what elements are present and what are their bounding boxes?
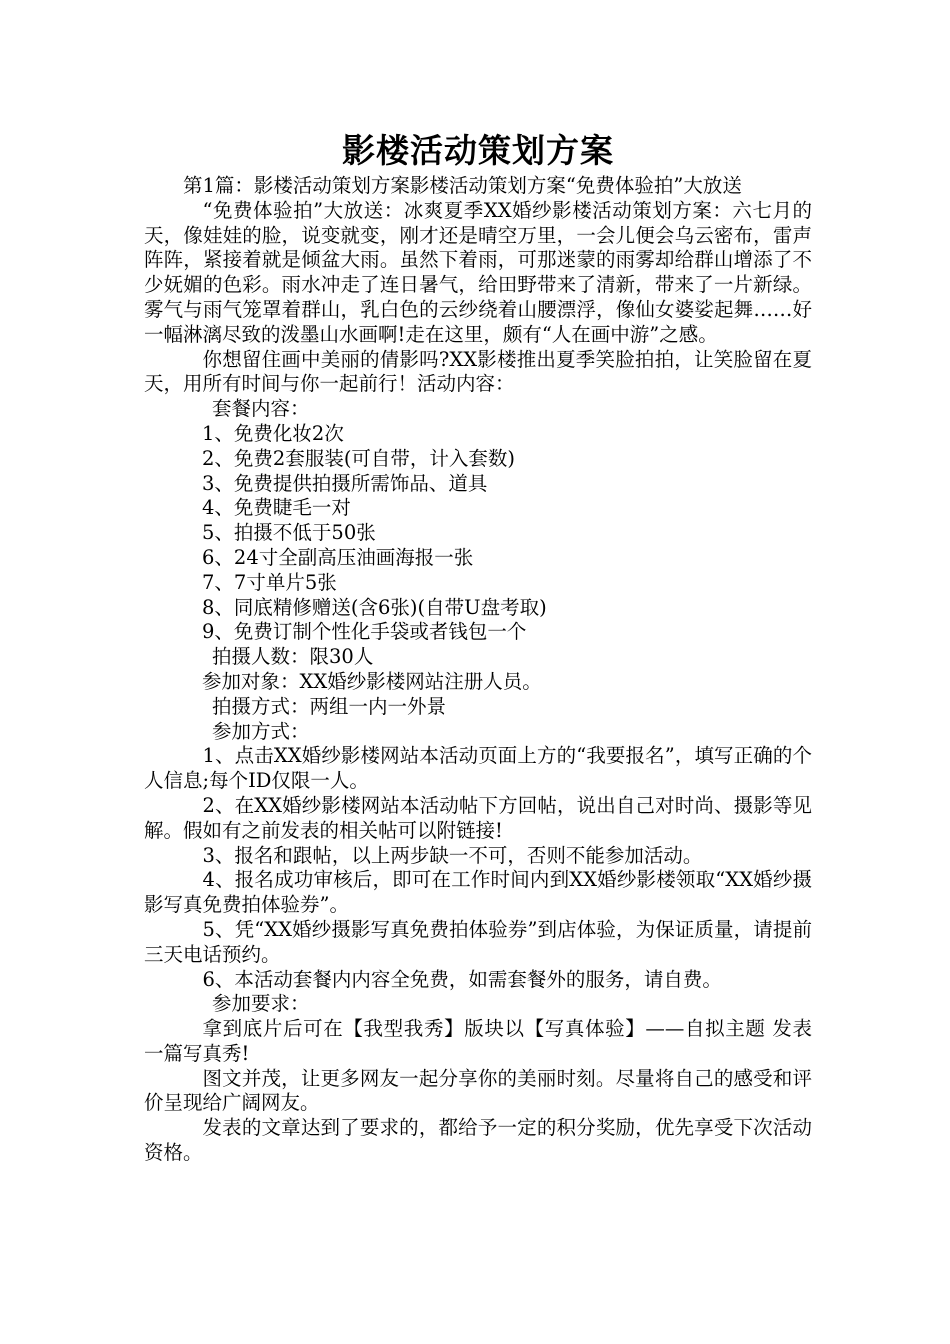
subtitle-paragraph: 第1篇：影楼活动策划方案影楼活动策划方案“免费体验拍”大放送 — [183, 174, 742, 197]
package-item: 4、免费睫毛一对 — [202, 496, 351, 520]
shoot-method-line: 拍摄方式：两组一内一外景 — [212, 694, 447, 718]
join-steps — [144, 744, 812, 992]
join-step: 4、报名成功审核后，即可在工作时间内到XX婚纱影楼领取“XX婚纱摄影写真免费拍体验券”。 — [144, 868, 812, 917]
requirements-list — [144, 1017, 812, 1166]
package-item: 5、拍摄不低于50张 — [202, 521, 376, 545]
participants-line: 参加对象：XX婚纱影楼网站注册人员。 — [202, 669, 542, 693]
package-item: 3、免费提供拍摄所需饰品、道具 — [202, 471, 488, 495]
package-item: 8、同底精修赠送(含6张)(自带U盘考取) — [202, 595, 547, 619]
package-item: 6、24寸全副高压油画海报一张 — [202, 545, 474, 569]
package-item: 7、7寸单片5张 — [202, 570, 337, 594]
headcount-line: 拍摄人数：限30人 — [212, 645, 374, 669]
join-step: 5、凭“XX婚纱摄影写真免费拍体验券”到店体验，为保证质量，请提前三天电话预约。 — [144, 917, 812, 966]
join-step: 2、在XX婚纱影楼网站本活动帖下方回帖，说出自己对时尚、摄影等见解。假如有之前发表的相关帖可以附链接! — [144, 793, 812, 842]
join-step: 3、报名和跟帖，以上两步缺一不可，否则不能参加活动。 — [202, 843, 703, 867]
requirement-paragraph: 发表的文章达到了要求的，都给予一定的积分奖励，优先享受下次活动资格。 — [144, 1116, 812, 1165]
package-item: 9、免费订制个性化手袋或者钱包一个 — [202, 620, 527, 644]
document-page — [144, 128, 812, 1166]
requirements-label: 参加要求： — [212, 992, 310, 1016]
join-label: 参加方式： — [212, 719, 310, 743]
join-step: 6、本活动套餐内内容全免费，如需套餐外的服务，请自费。 — [202, 967, 722, 991]
join-step: 1、点击XX婚纱影楼网站本活动页面上方的“我要报名”，填写正确的个人信息;每个ID仅限一人。 — [144, 744, 812, 793]
intro-paragraph: “免费体验拍”大放送：冰爽夏季XX婚纱影楼活动策划方案：六七月的天，像娃娃的脸，说变就变，刚才还是晴空万里，一会儿便会乌云密布，雷声阵阵，紧接着就是倾盆大雨。虽然下着雨，可那迷蒙的雨雾却给群山增添了不少妩媚的色彩。雨水冲走了连日暑气，给田野带来了清新，带来了一片新绿。雾气与雨气笼罩着群山，乳白色的云纱绕着山腰漂浮，像仙女婆娑起舞……好一幅淋漓尽致的泼墨山水画啊!走在这里，颇有“人在画中游”之感。 — [144, 198, 812, 346]
package-label: 套餐内容： — [212, 397, 310, 421]
package-item: 2、免费2套服装(可自带，计入套数) — [202, 446, 516, 470]
requirement-paragraph: 图文并茂，让更多网友一起分享你的美丽时刻。尽量将自己的感受和评价呈现给广阔网友。 — [144, 1066, 812, 1115]
package-list — [144, 422, 812, 645]
document-title: 影楼活动策划方案 — [342, 131, 614, 170]
package-item: 1、免费化妆2次 — [202, 421, 344, 445]
requirement-paragraph: 拿到底片后可在【我型我秀】版块以【写真体验】——自拟主题 发表一篇写真秀! — [144, 1017, 812, 1065]
invite-paragraph: 你想留住画中美丽的倩影吗?XX影楼推出夏季笑脸拍拍，让笑脸留在夏天，用所有时间与你一起前行！活动内容： — [144, 347, 812, 396]
